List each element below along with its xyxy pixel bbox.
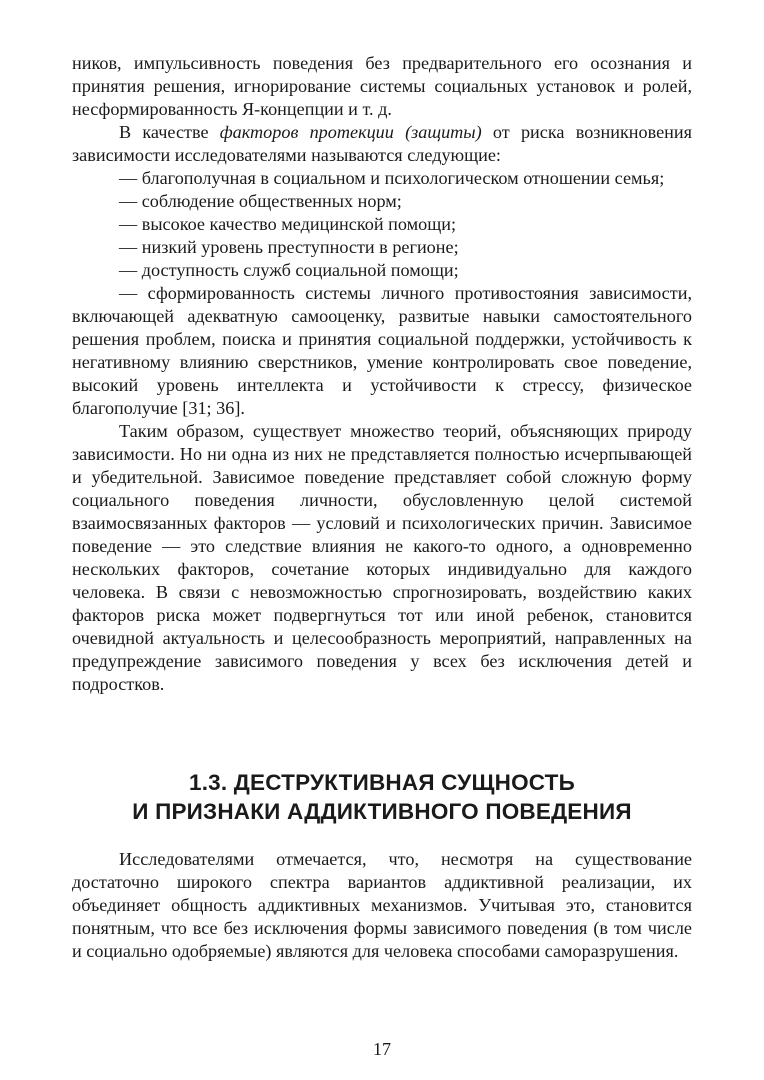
list-item: — сформированность системы личного противостояния зависимости, включающей адекватную самооценку, развитые навыки самостоятельного решения проблем, поиска и принятия социальной поддержки, устойчивость к негативному влиянию сверстников, умение контролировать свое поведение, высокий уровень интеллекта и устойчивости к стрессу, физическое благополучие [31; 36].	[72, 283, 692, 418]
paragraph-continuation: ников, импульсивность поведения без предварительного его осознания и принятия решения, игнорирование системы социальных установок и ролей, несформированность Я-концепции и т. д.	[72, 53, 692, 119]
section-paragraph: Исследователями отмечается, что, несмотря на существование достаточно широкого спектра вариантов аддиктивной реализации, их объединяет общность аддиктивных механизмов. Учитывая это, становится понятным, что все без исключения формы зависимого поведения (в том числе и социально одобряемые) являются для человека способами саморазрушения.	[72, 849, 692, 961]
section-heading-line-1: 1.3. ДЕСТРУКТИВНАЯ СУЩНОСТЬ	[189, 770, 575, 795]
list-item: — соблюдение общественных норм;	[119, 191, 402, 211]
section-heading-line-2: И ПРИЗНАКИ АДДИКТИВНОГО ПОВЕДЕНИЯ	[132, 799, 632, 824]
section-body-text	[72, 848, 692, 963]
list-item: — доступность служб социальной помощи;	[119, 260, 459, 280]
paragraph-protection-factors	[72, 121, 692, 167]
page-number: 17	[373, 1039, 391, 1059]
paragraph-text-start: В качестве	[119, 122, 220, 142]
paragraph-text-end: от риска возникновения зависимости исследователями называются следующие:	[72, 122, 692, 165]
paragraph-conclusion: Таким образом, существует множество теорий, объясняющих природу зависимости. Но ни одна из них не представляется полностью исчерпывающей и убедительной. Зависимое поведение представляет собой сложную форму социального поведения личности, обусловленную целой системой взаимосвязанных факторов — условий и психологических причин. Зависимое поведение — это следствие влияния не какого-то одного, а одновременно нескольких факторов, сочетание которых индивидуально для каждого человека. В связи с невозможностью спрогнозировать, воздействию каких факторов риска может подвергнуться тот или иной ребенок, становится очевидной актуальность и целесообразность мероприятий, направленных на предупреждение зависимого поведения у всех без исключения детей и подростков.	[72, 421, 692, 694]
italic-term: факторов протекции (защиты)	[219, 122, 482, 142]
list-item: — низкий уровень преступности в регионе;	[119, 237, 459, 257]
list-item: — высокое качество медицинской помощи;	[119, 214, 457, 234]
list-item: — благополучная в социальном и психологическом отношении семья;	[119, 168, 665, 188]
section-heading	[72, 768, 692, 826]
body-text	[72, 52, 692, 696]
